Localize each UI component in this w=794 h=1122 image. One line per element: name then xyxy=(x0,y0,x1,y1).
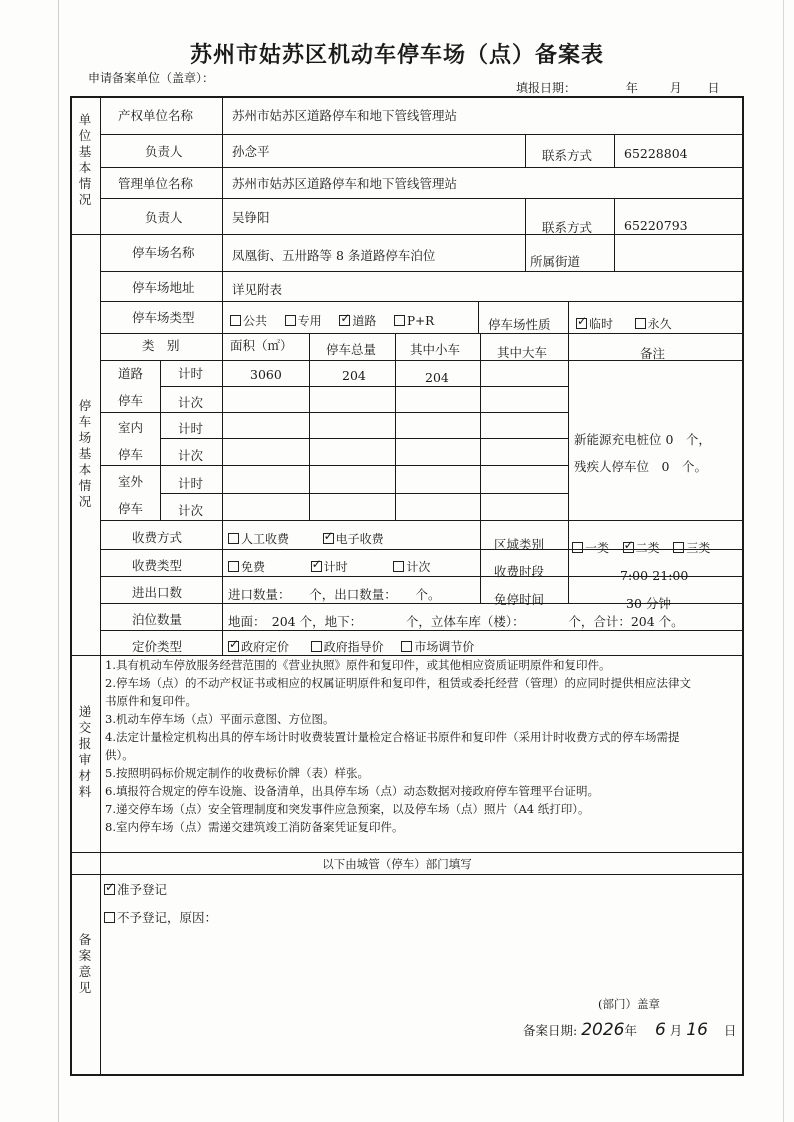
pricing-label: 定价类型 xyxy=(132,639,183,654)
responsible-value-1: 孙念平 xyxy=(232,144,270,159)
fee-electronic-label: 电子收费 xyxy=(335,532,384,546)
row-group-label: 停车 xyxy=(118,447,144,462)
remark-charging: 新能源充电桩位 0 个， xyxy=(574,432,711,447)
contact-label-2: 联系方式 xyxy=(542,220,593,235)
col-line xyxy=(222,96,223,234)
fill-date-month: 月 xyxy=(669,81,682,95)
approve-option xyxy=(104,880,167,898)
page-scan-edge xyxy=(58,0,59,1122)
row-group-label: 道路 xyxy=(118,366,144,381)
responsible-label-2: 负责人 xyxy=(145,210,183,225)
fill-date-day: 日 xyxy=(707,81,720,95)
applicant-label: 申请备案单位（盖章）： xyxy=(88,71,215,85)
fee-timed-label: 计时 xyxy=(323,560,348,574)
th-large: 其中大车 xyxy=(497,345,548,360)
opinion-header: 以下由城管（停车）部门填写 xyxy=(322,857,472,871)
page-scan-edge-right xyxy=(783,0,784,1122)
lot-name-value: 凤凰街、五卅路等 8 条道路停车泊位 xyxy=(232,248,436,263)
zone-3-label: 三类 xyxy=(686,541,711,555)
filing-date-year-hand: 2026 xyxy=(581,1020,625,1040)
material-item: 4.法定计量检定机构出具的停车场计时收费装置计量检定合格证书原件和复印件（采用计时收费方式的停车场需提 xyxy=(105,730,680,744)
frame-top xyxy=(70,96,744,98)
responsible-label-1: 负责人 xyxy=(145,144,183,159)
lot-address-value: 详见附表 xyxy=(232,282,283,297)
approve-label: 准予登记 xyxy=(117,882,168,897)
material-item: 8.室内停车场（点）需递交建筑竣工消防备案凭证复印件。 xyxy=(105,820,404,834)
lot-type-public-checkbox[interactable] xyxy=(230,315,241,326)
frame-left xyxy=(70,96,72,1076)
th-total: 停车总量 xyxy=(326,342,377,357)
material-item: 5.按照明码标价规定制作的收费标价牌（表）样张。 xyxy=(105,766,369,780)
fill-date xyxy=(516,79,720,96)
fill-date-year: 年 xyxy=(625,81,638,95)
row-sub-label: 计次 xyxy=(178,448,204,463)
lot-type-private-checkbox[interactable] xyxy=(285,315,296,326)
row-small: 204 xyxy=(425,370,449,385)
fee-per-entry-checkbox[interactable] xyxy=(393,561,404,572)
material-item: 书原件和复印件。 xyxy=(105,694,197,708)
remark-disabled: 残疾人停车位 0 个。 xyxy=(574,459,707,474)
material-item: 3.机动车停车场（点）平面示意图、方位图。 xyxy=(105,712,335,726)
stamp-label: (部门）盖章 xyxy=(598,997,660,1011)
filing-date-month: 月 xyxy=(669,1023,683,1038)
approve-checkbox[interactable] xyxy=(104,884,115,895)
col-line xyxy=(525,134,526,167)
row-line xyxy=(101,134,743,135)
zone-1-checkbox[interactable] xyxy=(572,542,583,553)
th-small: 其中小车 xyxy=(410,342,461,357)
col-line xyxy=(614,134,615,167)
col-line xyxy=(222,234,223,333)
contact-label-1: 联系方式 xyxy=(542,148,593,163)
lot-type-label: 停车场类型 xyxy=(132,310,195,325)
zone-2-checkbox[interactable] xyxy=(623,542,634,553)
manage-unit-value: 苏州市姑苏区道路停车和地下管线管理站 xyxy=(232,176,458,191)
col-line xyxy=(480,520,481,603)
lot-address-label: 停车场地址 xyxy=(132,280,195,295)
contact-value-1: 65228804 xyxy=(624,146,688,161)
fee-method-label: 收费方式 xyxy=(132,530,183,545)
material-item: 1.具有机动车停放服务经营范围的《营业执照》原件和复印件，或其他相应资质证明原件和复印件。 xyxy=(105,658,611,672)
pricing-gov-checkbox[interactable] xyxy=(228,641,239,652)
fee-free-checkbox[interactable] xyxy=(228,561,239,572)
pricing-guide-checkbox[interactable] xyxy=(311,641,322,652)
pricing-guide-label: 政府指导价 xyxy=(323,640,384,654)
lot-nature-options xyxy=(576,315,672,332)
section-line xyxy=(71,874,743,875)
reject-label: 不予登记，原因： xyxy=(117,910,218,925)
nature-permanent-checkbox[interactable] xyxy=(635,318,646,329)
row-line xyxy=(101,520,743,521)
property-unit-label: 产权单位名称 xyxy=(118,108,194,123)
th-area: 面积（㎡） xyxy=(230,338,293,353)
manage-unit-label: 管理单位名称 xyxy=(118,176,194,191)
row-line xyxy=(101,271,743,272)
fee-time-label: 收费时段 xyxy=(494,564,545,579)
col-line xyxy=(568,301,569,333)
lot-name-label: 停车场名称 xyxy=(132,245,195,260)
th-remark: 备注 xyxy=(640,346,666,361)
nature-temporary-checkbox[interactable] xyxy=(576,318,587,329)
col-line xyxy=(395,333,396,520)
filing-date-month-hand: 6 xyxy=(654,1020,666,1040)
pricing-gov-label: 政府定价 xyxy=(241,640,290,654)
row-group-label: 室外 xyxy=(118,474,144,489)
pricing-market-checkbox[interactable] xyxy=(401,641,412,652)
frame-right xyxy=(742,96,744,1076)
street-label: 所属街道 xyxy=(530,254,581,269)
zone-label: 区域类别 xyxy=(494,537,545,552)
row-line xyxy=(101,198,743,199)
material-item: 2.停车场（点）的不动产权证书或相应的权属证明原件和复印件，租赁或委托经营（管理）的应同时提供相应法律文 xyxy=(105,676,691,690)
free-time-value: 30 分钟 xyxy=(626,596,671,611)
reject-checkbox[interactable] xyxy=(104,912,115,923)
col-line xyxy=(525,198,526,234)
row-group-label: 停车 xyxy=(118,393,144,408)
row-line xyxy=(101,412,568,413)
row-sub-label: 计时 xyxy=(178,421,204,436)
row-line xyxy=(101,465,568,466)
fee-electronic-checkbox[interactable] xyxy=(323,533,334,544)
pricing-options xyxy=(228,638,474,655)
material-item: 供）。 xyxy=(105,748,134,762)
lot-type-public-label: 公共 xyxy=(243,314,268,328)
page-title: 苏州市姑苏区机动车停车场（点）备案表 xyxy=(189,42,604,68)
nature-temporary-label: 临时 xyxy=(589,317,614,331)
th-category: 类 别 xyxy=(142,338,180,353)
row-line xyxy=(101,301,743,302)
row-total: 204 xyxy=(342,368,366,383)
lot-type-options xyxy=(230,312,434,329)
filing-date-year: 年 xyxy=(624,1023,637,1038)
section-line xyxy=(71,852,743,853)
lot-type-pr-checkbox[interactable] xyxy=(394,315,405,326)
row-sub-label: 计时 xyxy=(178,476,204,491)
row-line xyxy=(101,630,743,631)
lot-section-label: 停 车 场 基 本 情 况 xyxy=(78,398,92,509)
row-sub-label: 计次 xyxy=(178,395,204,410)
fee-time-value: 7:00-21:00 xyxy=(620,568,689,583)
row-line xyxy=(101,167,743,168)
zone-2-label: 二类 xyxy=(635,541,660,555)
col-line xyxy=(160,360,161,520)
materials-section-label: 递 交 报 审 材 料 xyxy=(78,704,92,799)
entrance-label: 进出口数 xyxy=(132,585,183,600)
materials-list xyxy=(105,656,730,836)
lot-nature-label: 停车场性质 xyxy=(488,317,551,332)
material-item: 6.填报符合规定的停车设施、设备清单，出具停车场（点）动态数据对接政府停车管理平台证明。 xyxy=(105,784,599,798)
fee-manual-label: 人工收费 xyxy=(241,532,290,546)
zone-1-label: 一类 xyxy=(585,541,610,555)
nature-permanent-label: 永久 xyxy=(647,317,672,331)
property-unit-value: 苏州市姑苏区道路停车和地下管线管理站 xyxy=(232,108,458,123)
free-time-label: 免停时间 xyxy=(494,592,545,607)
side-column-divider xyxy=(100,96,101,974)
contact-value-2: 65220793 xyxy=(624,218,688,233)
row-sub-label: 计次 xyxy=(178,503,204,518)
filing-date-day: 日 xyxy=(723,1023,737,1038)
col-line xyxy=(222,520,223,655)
spaces-value: 地面： 204 个，地下： 个，立体车库（楼）： 个，合计：204 个。 xyxy=(228,614,684,629)
reject-option xyxy=(104,908,217,926)
fee-per-entry-label: 计次 xyxy=(406,560,431,574)
col-line xyxy=(614,198,615,234)
lot-type-pr-label: P+R xyxy=(407,314,435,328)
material-item: 7.递交停车场（点）安全管理制度和突发事件应急预案，以及停车场（点）照片（A4 纸打印）。 xyxy=(105,802,590,816)
entrance-value: 进口数量： 个，出口数量： 个。 xyxy=(228,587,441,602)
row-area: 3060 xyxy=(250,367,282,382)
fee-type-label: 收费类型 xyxy=(132,558,183,573)
col-line xyxy=(309,333,310,520)
col-line xyxy=(525,234,526,271)
col-line xyxy=(568,333,569,520)
frame-bottom xyxy=(70,1074,744,1076)
row-group-label: 停车 xyxy=(118,501,144,516)
unit-section-label: 单 位 基 本 情 况 xyxy=(78,112,92,207)
zone-3-checkbox[interactable] xyxy=(673,542,684,553)
col-line xyxy=(568,520,569,603)
filing-date-label: 备案日期: xyxy=(523,1023,578,1038)
lot-type-road-checkbox[interactable] xyxy=(339,315,350,326)
filing-date-day-hand: 16 xyxy=(686,1020,708,1040)
fee-manual-checkbox[interactable] xyxy=(228,533,239,544)
fill-date-label: 填报日期： xyxy=(516,81,577,95)
col-line xyxy=(480,333,481,520)
lot-type-private-label: 专用 xyxy=(297,314,322,328)
filing-date xyxy=(523,1020,736,1040)
col-line xyxy=(222,333,223,520)
row-line xyxy=(101,333,743,334)
fee-free-label: 免费 xyxy=(241,560,266,574)
spaces-label: 泊位数量 xyxy=(132,612,183,627)
col-line xyxy=(614,234,615,271)
zone-options xyxy=(572,539,710,556)
row-group-label: 室内 xyxy=(118,420,144,435)
side-column-divider-2 xyxy=(100,878,101,1074)
responsible-value-2: 吴铮阳 xyxy=(232,210,270,225)
lot-type-road-label: 道路 xyxy=(352,314,377,328)
pricing-market-label: 市场调节价 xyxy=(414,640,475,654)
fee-timed-checkbox[interactable] xyxy=(311,561,322,572)
fee-type-options xyxy=(228,558,430,575)
col-line xyxy=(478,301,479,333)
section-line xyxy=(71,234,743,235)
row-sub-label: 计时 xyxy=(178,366,204,381)
fee-method-options xyxy=(228,530,384,547)
opinion-section-label: 备 案 意 见 xyxy=(78,932,92,995)
